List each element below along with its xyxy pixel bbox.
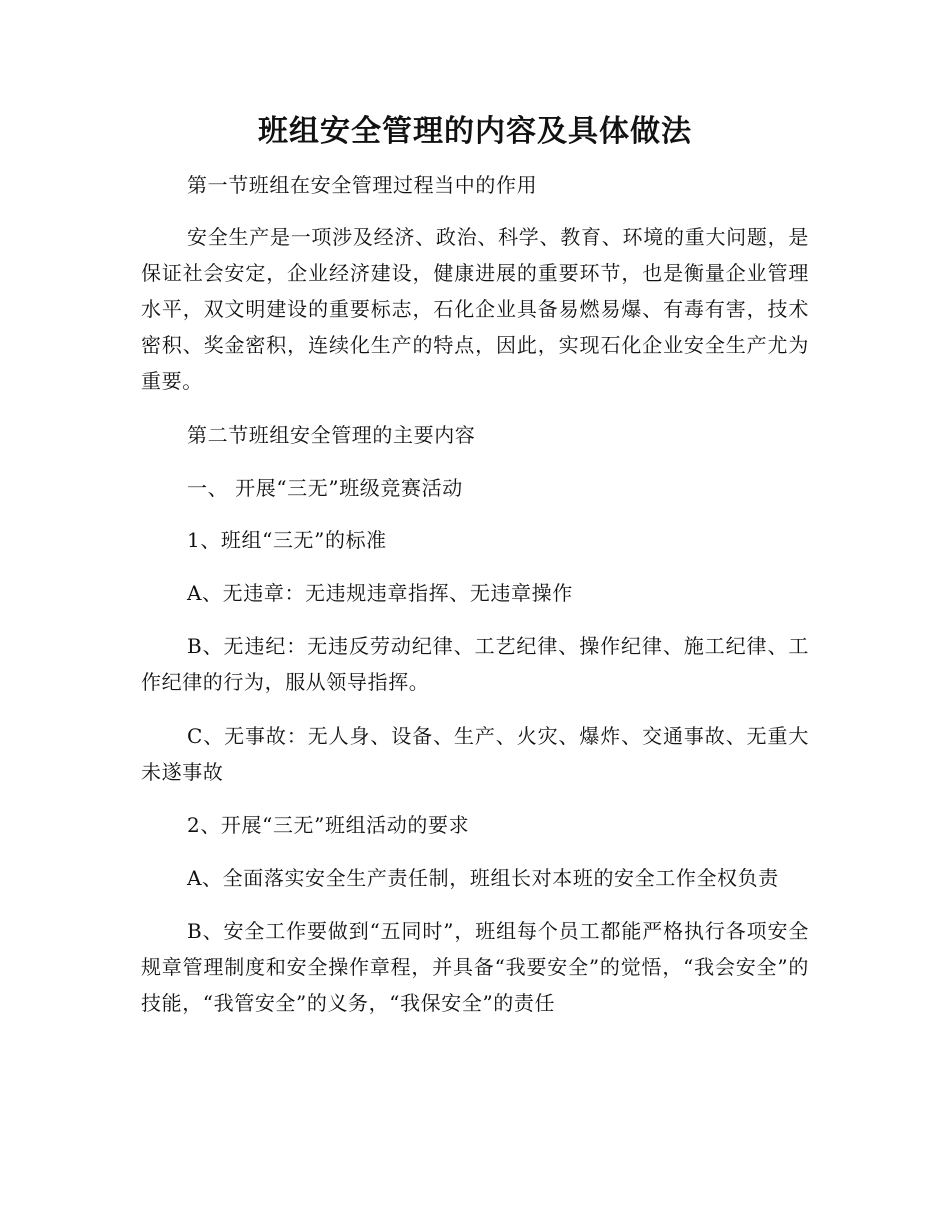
list-heading-requirements: 2、开展“三无”班组活动的要求: [187, 813, 470, 837]
list-item-c: C、无事故：无人身、设备、生产、火灾、爆炸、交通事故、无重大未遂事故: [141, 724, 809, 784]
paragraph-intro: 安全生产是一项涉及经济、政治、科学、教育、环境的重大问题，是保证社会安定，企业经济建设，健康进展的重要环节，也是衡量企业管理水平，双文明建设的重要标志，石化企业具备易燃易爆、有毒有害，技术密积、奖金密积，连续化生产的特点，因此，实现石化企业安全生产尤为重要。: [141, 225, 809, 393]
section-heading-1: 第一节班组在安全管理过程当中的作用: [187, 173, 538, 197]
document-title: 班组安全管理的内容及具体做法: [258, 114, 692, 149]
requirement-item-b: B、安全工作要做到“五同时”，班组每个员工都能严格执行各项安全规章管理制度和安全操作章程，并具备“我要安全”的觉悟，“我会安全”的技能，“我管安全”的义务，“我保安全”的责任: [141, 919, 809, 1015]
list-item-a: A、无违章：无违规违章指挥、无违章操作: [187, 581, 573, 605]
subsection-heading-1: 一、 开展“三无”班级竞赛活动: [187, 476, 463, 500]
requirement-item-a: A、全面落实安全生产责任制，班组长对本班的安全工作全权负责: [187, 866, 779, 890]
list-item-b: B、无违纪：无违反劳动纪律、工艺纪律、操作纪律、施工纪律、工作纪律的行为，服从领导指挥。: [141, 634, 809, 694]
section-heading-2: 第二节班组安全管理的主要内容: [187, 423, 476, 447]
list-heading-standard: 1、班组“三无”的标准: [187, 528, 387, 552]
